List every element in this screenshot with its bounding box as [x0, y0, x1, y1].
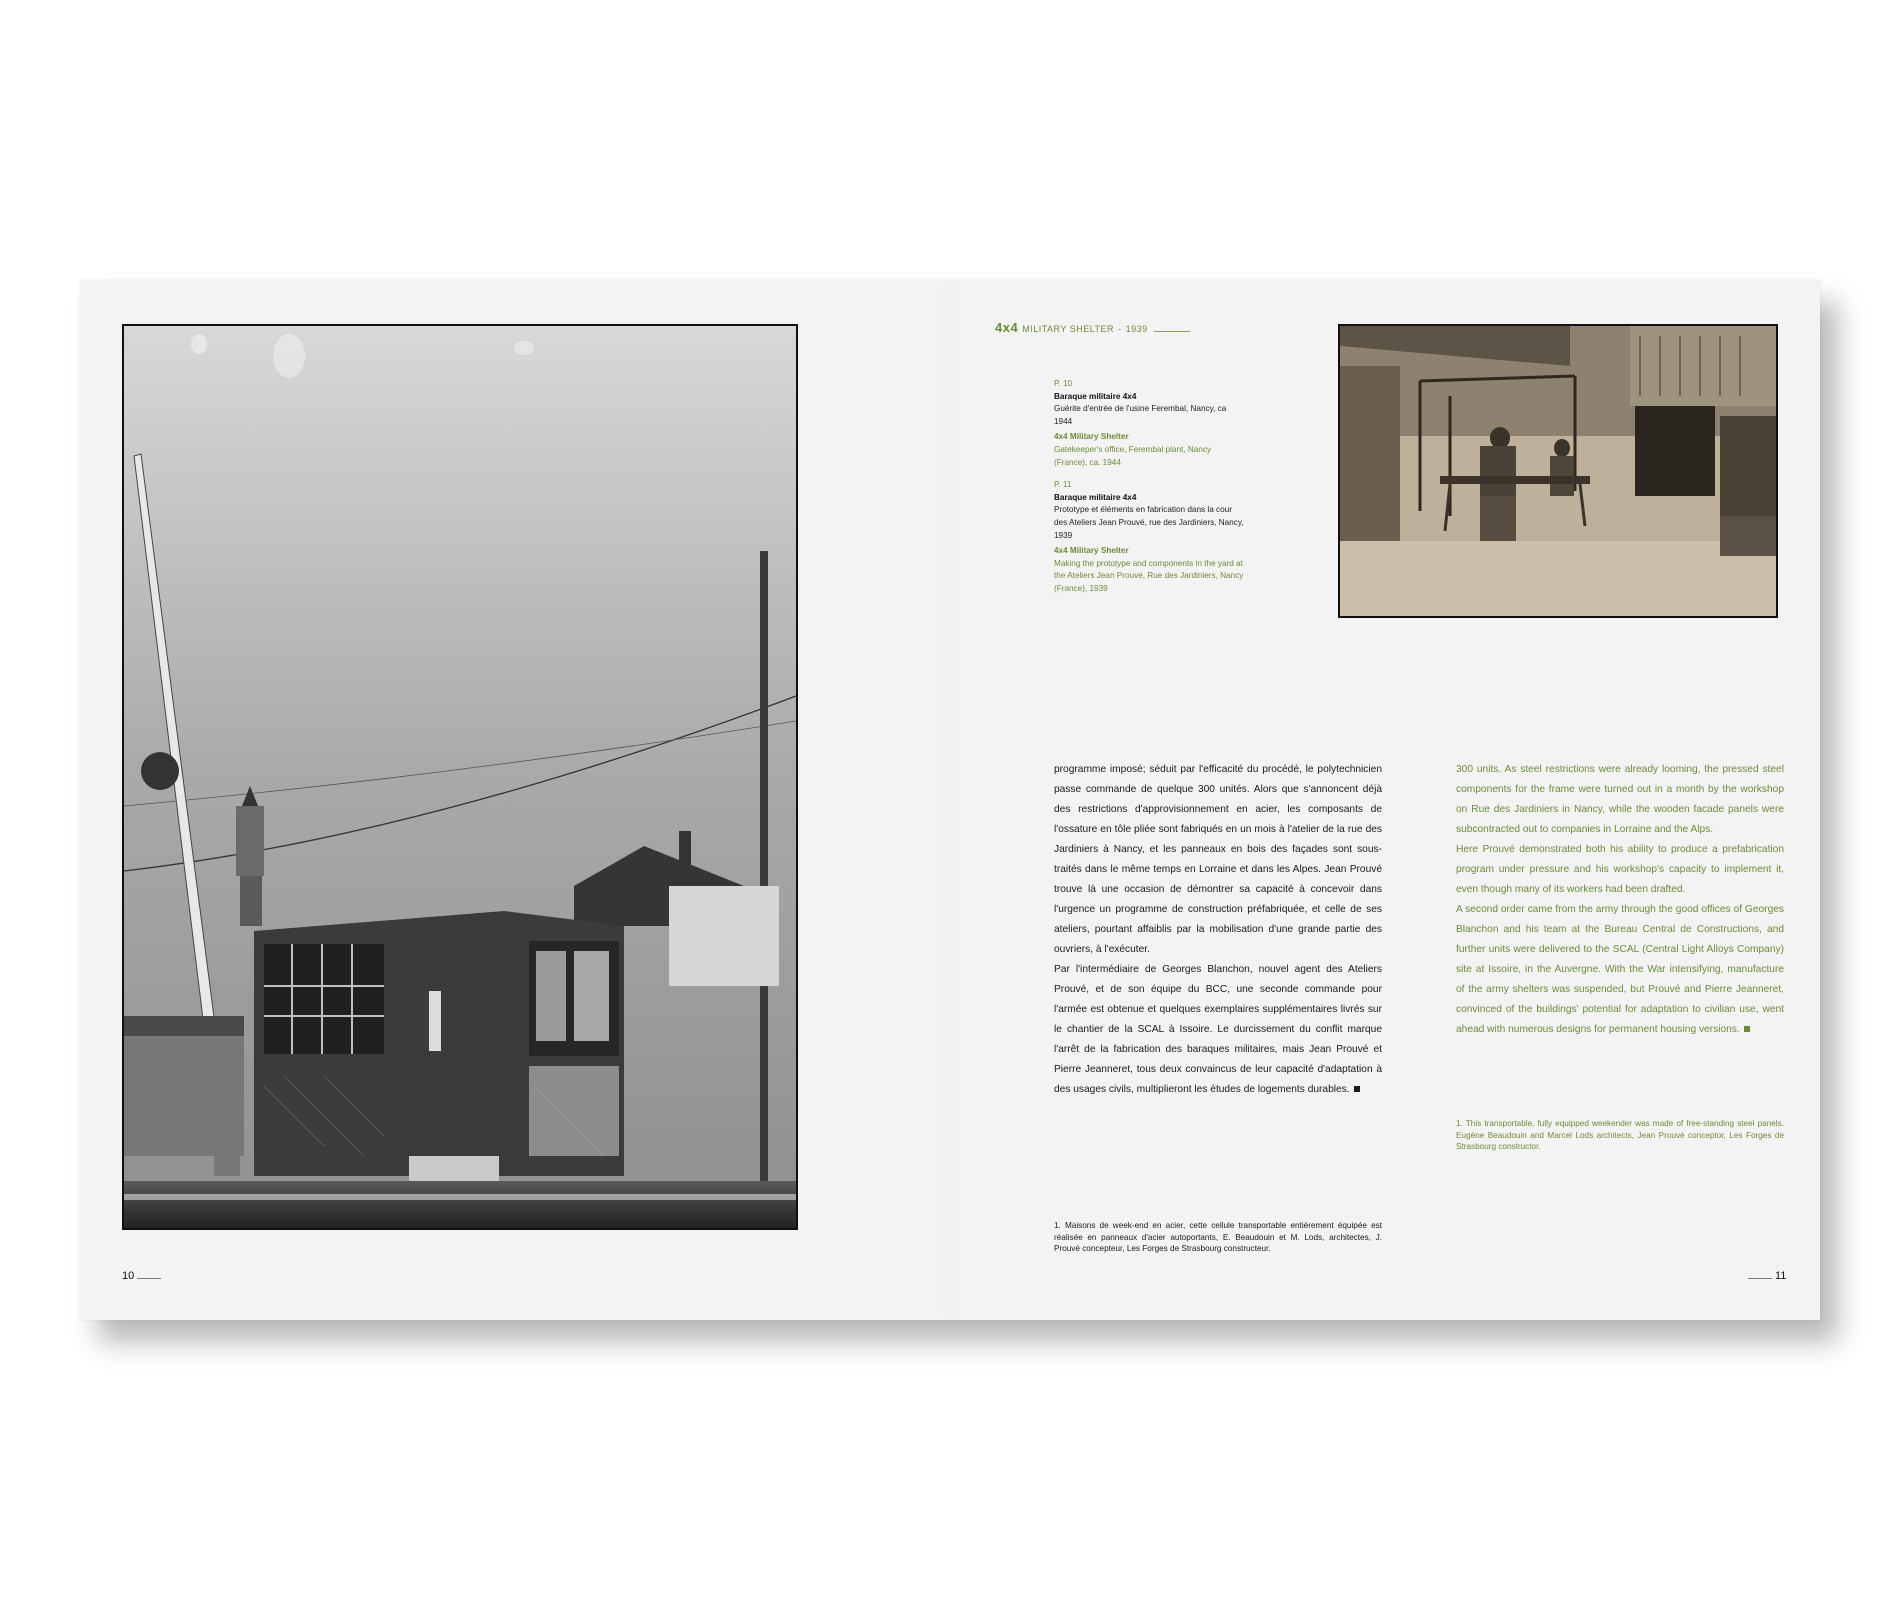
- caption-p11: [1054, 479, 1244, 595]
- caption-title-fr: Baraque militaire 4x4: [1054, 391, 1137, 401]
- folio-rule: [1748, 1278, 1772, 1279]
- end-mark: [1354, 1086, 1360, 1092]
- page-number-right: [1748, 1270, 1786, 1282]
- page-number-left: [122, 1270, 161, 1282]
- running-head-year: 1939: [1125, 324, 1148, 334]
- end-mark: [1744, 1026, 1750, 1032]
- photo-captions: [1054, 378, 1244, 606]
- running-head-rule: [1154, 331, 1190, 332]
- footnote-en: 1. This transportable, fully equipped weekender was made of free-standing steel panels. Eugène Beaudouin and Marcel Lods architects, Jean Prouvé conceptor, Les Forges de Strasbourg constructor.: [1456, 1119, 1784, 1151]
- body-paragraph-fr: programme imposé; séduit par l'efficacité du procédé, le polytechnicien passe commande de quelque 300 unités. Alors que s'annoncent déjà des restrictions d'approvisionnement en acier, les composants de l'ossature en tôle pliée sont fabriqués en un mois à l'atelier de la rue des Jardiniers à Nancy, et les panneaux en bois des façades sont sous-traités dans le même temps en Lorraine et dans les Alpes. Jean Prouvé trouve là une occasion de démontrer sa capacité à concevoir dans l'urgence un programme de construction préfabriquée, et celle de ses ateliers, pourtant affaiblis par la mobilisation d'une grande partie des ouvriers, à l'exécuter.: [1054, 764, 1382, 955]
- body-paragraph-en: A second order came from the army through the good offices of Georges Blanchon and his team at the Bureau Central de Constructions, and further units were delivered to the SCAL (Central Light Alloys Company) site at Issoire, in the Auvergne. With the War intensifying, manufacture of the army shelters was suspended, but Prouvé and Pierre Jeanneret, convinced of the buildings' potential for adaptation to civilian use, went ahead with numerous designs for permanent housing versions.: [1456, 904, 1784, 1035]
- photo-workshop-yard: [1338, 324, 1778, 618]
- caption-title-fr: Baraque militaire 4x4: [1054, 492, 1137, 502]
- body-paragraph-en: Here Prouvé demonstrated both his ability to produce a prefabrication program under pressure and his workshop's capacity to implement it, even though many of its workers had been drafted.: [1456, 844, 1784, 895]
- footnote-fr: 1. Maisons de week-end en acier, cette cellule transportable entièrement équipée est réalisée en panneaux d'acier autoportants, E. Beaudouin et M. Lods, architectes, J. Prouvé concepteur, Les Forges de Strasbourg constructeur.: [1054, 1221, 1382, 1253]
- caption-page-ref: P. 11: [1054, 480, 1072, 490]
- folio-number: 11: [1775, 1270, 1787, 1282]
- caption-p10: [1054, 378, 1244, 469]
- running-head: 4x4 MILITARY SHELTER - 1939: [995, 320, 1190, 335]
- body-text-fr: [1054, 760, 1382, 1100]
- folio-number: 10: [122, 1270, 135, 1282]
- book-spread: [80, 280, 1820, 1320]
- caption-text-fr: Guérite d'entrée de l'usine Ferembal, Nancy, ca 1944: [1054, 404, 1227, 426]
- body-paragraph-en: 300 units. As steel restrictions were already looming, the pressed steel components for the frame were turned out in a month by the workshop on Rue des Jardiniers in Nancy, while the wooden facade panels were subcontracted out to companies in Lorraine and the Alps.: [1456, 764, 1784, 835]
- running-head-number: 4x4: [995, 320, 1019, 335]
- running-head-subtitle: MILITARY SHELTER: [1022, 324, 1115, 334]
- caption-page-ref: P. 10: [1054, 379, 1073, 388]
- caption-text-en: Making the prototype and components in the yard at the Ateliers Jean Prouvé, Rue des Jardiniers, Nancy (France), 1939: [1054, 558, 1244, 593]
- caption-title-en: 4x4 Military Shelter: [1054, 546, 1129, 556]
- body-text-en: [1456, 760, 1784, 1040]
- body-paragraph-fr: Par l'intermédiaire de Georges Blanchon, nouvel agent des Ateliers Prouvé, et de son équipe du BCC, une seconde commande pour l'armée est obtenue et quelques exemplaires supplémentaires livrés sur le chantier de la SCAL à Issoire. Le durcissement du conflit marque l'arrêt de la fabrication des baraques militaires, mais Jean Prouvé et Pierre Jeanneret, tous deux convaincus de leur capacité d'adaptation à des usages civils, multiplieront les études de logements durables.: [1054, 964, 1382, 1095]
- folio-rule: [137, 1278, 161, 1279]
- caption-text-fr: Prototype et éléments en fabrication dans la cour des Ateliers Jean Prouvé, rue des Jardiniers, Nancy, 1939: [1054, 505, 1244, 540]
- caption-text-en: Gatekeeper's office, Ferembal plant, Nancy (France), ca. 1944: [1054, 444, 1212, 467]
- caption-title-en: 4x4 Military Shelter: [1054, 432, 1129, 442]
- photo-military-shelter-gatehouse: [122, 324, 798, 1230]
